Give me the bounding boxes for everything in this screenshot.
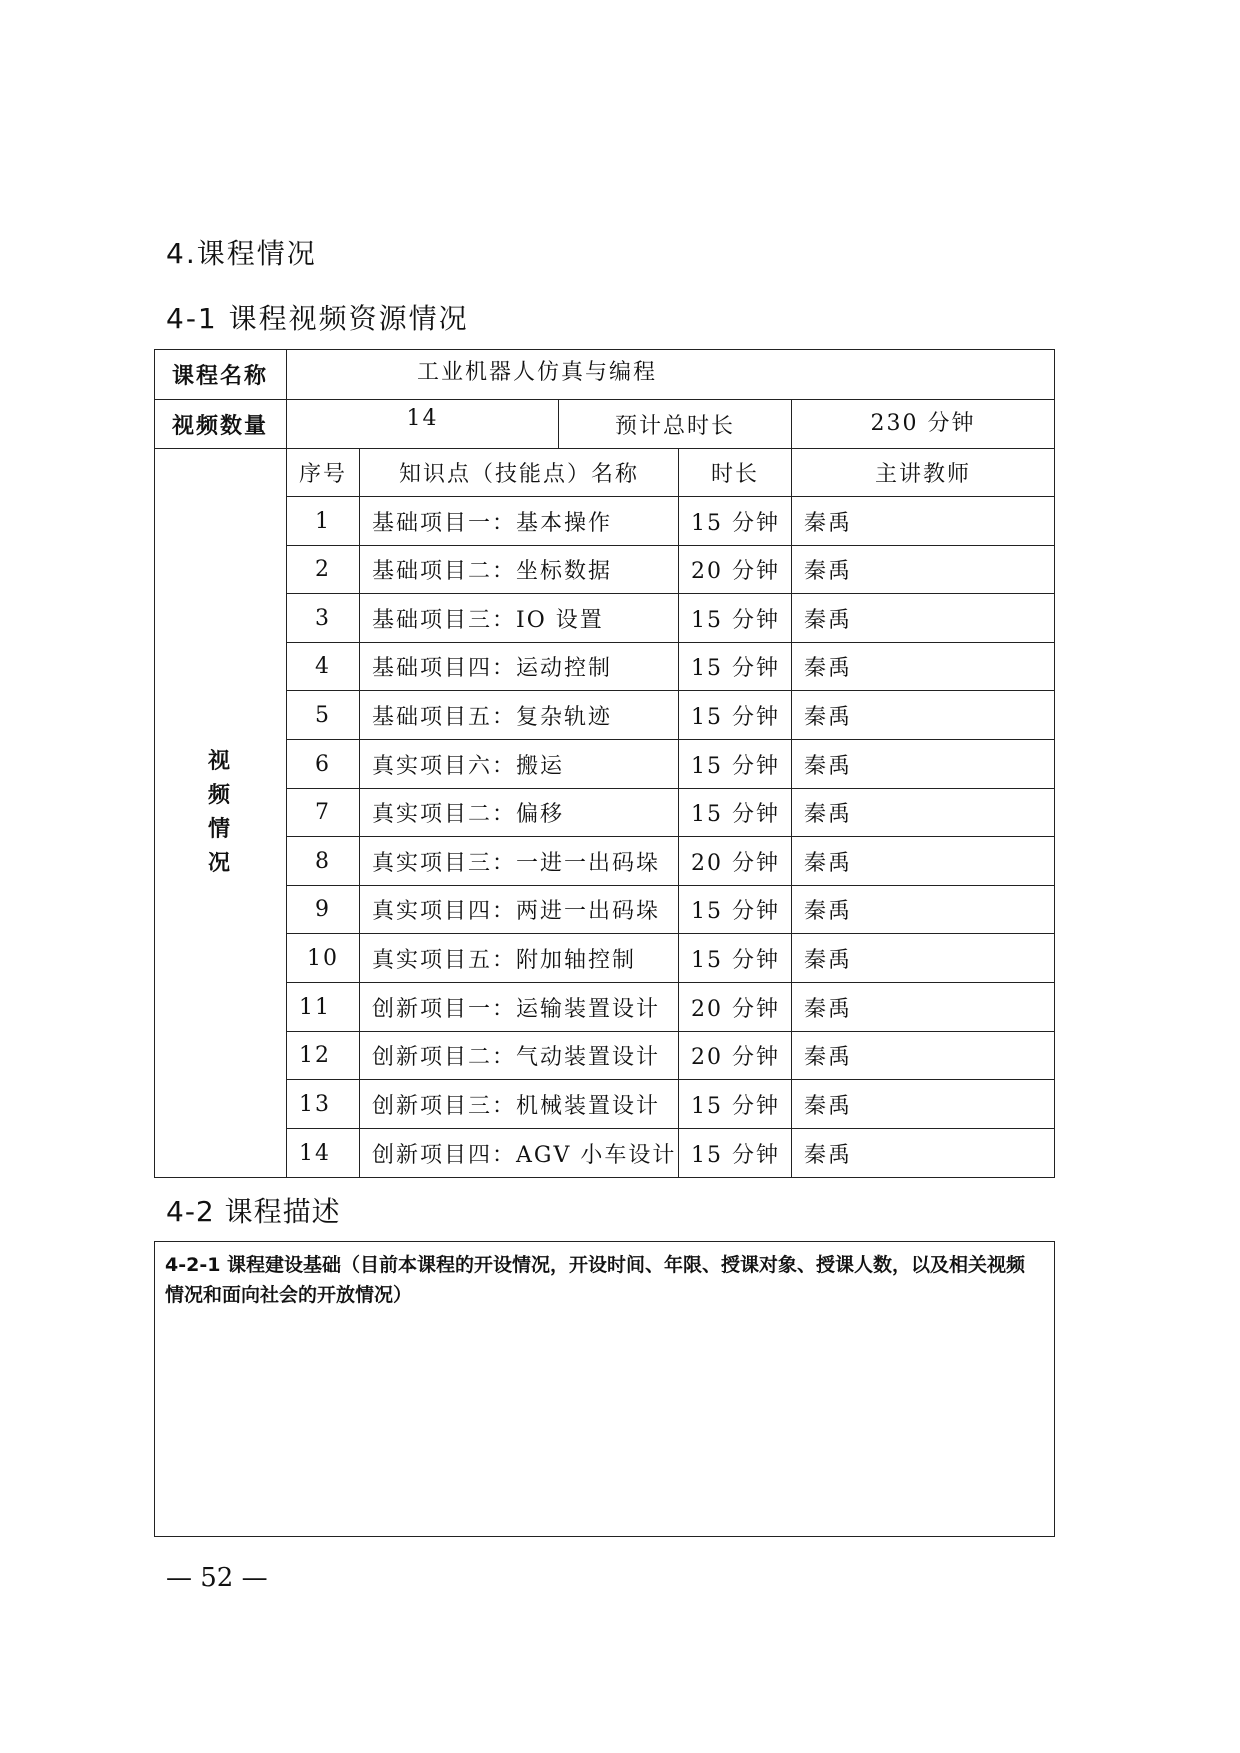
table-row-no: 13 [287, 1080, 360, 1129]
video-section-label-char: 频 [207, 783, 232, 808]
course-basis-prompt: 4-2-1 课程建设基础（目前本课程的开设情况，开设时间、年限、授课对象、授课人数，以及相关视频情况和面向社会的开放情况） [165, 1254, 1026, 1306]
table-row-no: 4 [287, 643, 360, 691]
course-name-label: 课程名称 [154, 349, 287, 400]
table-row-duration: 15 分钟 [679, 1080, 792, 1129]
video-section-label [154, 449, 287, 1178]
table-row-duration: 15 分钟 [679, 740, 792, 789]
table-row-teacher: 秦禹 [792, 497, 1055, 546]
table-row-no: 1 [287, 497, 360, 546]
table-row-duration: 15 分钟 [679, 1129, 792, 1178]
table-row-name: 创新项目二：气动装置设计 [360, 1032, 679, 1080]
table-row-teacher: 秦禹 [792, 740, 1055, 789]
table-row-teacher: 秦禹 [792, 983, 1055, 1032]
table-row-teacher: 秦禹 [792, 691, 1055, 740]
table-row-teacher: 秦禹 [792, 934, 1055, 983]
table-row-no: 2 [287, 546, 360, 594]
table-row-teacher: 秦禹 [792, 1080, 1055, 1129]
table-row-duration: 15 分钟 [679, 789, 792, 837]
table-row-name: 创新项目一：运输装置设计 [360, 983, 679, 1032]
table-row-duration: 15 分钟 [679, 594, 792, 643]
table-row-name: 真实项目五：附加轴控制 [360, 934, 679, 983]
table-row-name: 基础项目五：复杂轨迹 [360, 691, 679, 740]
subsection-title-video-resources: 4-1 课程视频资源情况 [166, 302, 469, 335]
table-row-teacher: 秦禹 [792, 886, 1055, 934]
table-row-duration: 20 分钟 [679, 546, 792, 594]
table-row-teacher: 秦禹 [792, 1032, 1055, 1080]
table-row-duration: 15 分钟 [679, 497, 792, 546]
table-row-name: 真实项目四：两进一出码垛 [360, 886, 679, 934]
header-name: 知识点（技能点）名称 [360, 449, 679, 497]
table-row-no: 12 [287, 1032, 360, 1080]
table-row-no: 14 [287, 1129, 360, 1178]
table-row-duration: 15 分钟 [679, 934, 792, 983]
table-row-name: 基础项目四：运动控制 [360, 643, 679, 691]
table-row-name: 真实项目六：搬运 [360, 740, 679, 789]
table-row-teacher: 秦禹 [792, 789, 1055, 837]
course-name-value: 工业机器人仿真与编程 [287, 349, 1055, 400]
video-section-label-char: 况 [207, 851, 232, 876]
table-row-name: 真实项目三：一进一出码垛 [360, 837, 679, 886]
table-row-teacher: 秦禹 [792, 1129, 1055, 1178]
header-teacher: 主讲教师 [792, 449, 1055, 497]
table-row-duration: 20 分钟 [679, 983, 792, 1032]
table-row-no: 10 [287, 934, 360, 983]
table-row-duration: 15 分钟 [679, 691, 792, 740]
table-row-name: 基础项目二：坐标数据 [360, 546, 679, 594]
table-row-no: 8 [287, 837, 360, 886]
table-row-name: 真实项目二：偏移 [360, 789, 679, 837]
table-row-name: 基础项目三：IO 设置 [360, 594, 679, 643]
total-duration-value: 230 分钟 [792, 400, 1055, 449]
section-title: 4.课程情况 [166, 237, 317, 270]
header-no: 序号 [287, 449, 360, 497]
table-row-no: 6 [287, 740, 360, 789]
course-basis-box [154, 1241, 1055, 1537]
table-row-duration: 15 分钟 [679, 886, 792, 934]
table-row-duration: 20 分钟 [679, 1032, 792, 1080]
table-row-name: 基础项目一：基本操作 [360, 497, 679, 546]
table-row-no: 5 [287, 691, 360, 740]
table-row-no: 11 [287, 983, 360, 1032]
table-row-duration: 15 分钟 [679, 643, 792, 691]
table-row-no: 9 [287, 886, 360, 934]
table-row-teacher: 秦禹 [792, 837, 1055, 886]
table-row-name: 创新项目四：AGV 小车设计 [360, 1129, 679, 1178]
video-section-label-char: 情 [207, 817, 232, 842]
video-section-label-char: 视 [207, 749, 232, 774]
table-row-no: 7 [287, 789, 360, 837]
table-row-name: 创新项目三：机械装置设计 [360, 1080, 679, 1129]
table-row-teacher: 秦禹 [792, 643, 1055, 691]
video-count-value: 14 [287, 400, 559, 449]
page-number: — 52 — [166, 1563, 268, 1593]
video-count-label: 视频数量 [154, 400, 287, 449]
total-duration-label: 预计总时长 [559, 400, 792, 449]
table-row-no: 3 [287, 594, 360, 643]
table-row-duration: 20 分钟 [679, 837, 792, 886]
header-duration: 时长 [679, 449, 792, 497]
table-row-teacher: 秦禹 [792, 546, 1055, 594]
table-row-teacher: 秦禹 [792, 594, 1055, 643]
subsection-title-course-description: 4-2 课程描述 [166, 1195, 341, 1228]
video-resource-table [154, 349, 1055, 1178]
